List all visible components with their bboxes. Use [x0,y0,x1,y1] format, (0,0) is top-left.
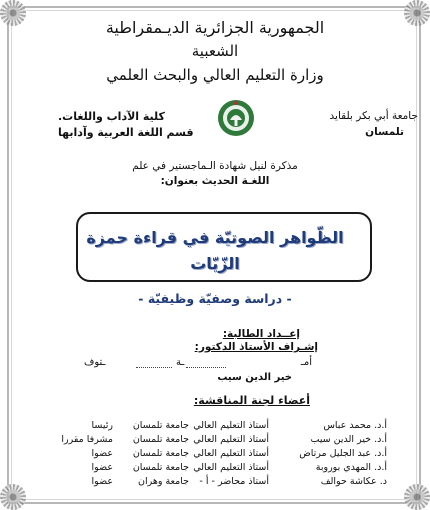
jury-university: جامعة تلمسان [132,420,189,431]
student-name-mid: ـة [176,357,185,368]
republic-name: الجمهورية الجزائرية الديـمقراطية [105,18,325,37]
supervisor-label: إشـراف الأستاذ الدكتور: [194,341,318,353]
jury-university: جامعة وهران [137,476,189,487]
thesis-title: الظّواهر الصوتيّة في قراءة حمزة [86,228,344,247]
jury-row [52,434,387,448]
jury-row [52,420,387,434]
thesis-subtitle: - دراسة وصفيّة وظيفيّة - [138,291,292,306]
specialty-line: اللغـة الحديث بعنوان: [160,175,270,187]
jury-role: عضوا [91,448,113,459]
university-emblem-icon [216,98,256,138]
jury-university: جامعة تلمسان [132,434,189,445]
jury-name: أ.د. محمد عباس [323,420,387,431]
jury-rank: أستاذ التعليم العالي [193,462,269,473]
corner-ornament-icon [0,484,26,510]
jury-row [52,448,387,462]
student-label: إعــداد الطالبة: [222,328,300,340]
university-name: جامعة أبي بكر بلقايد [329,110,418,122]
jury-name: أ.د. خير الدين سيب [310,434,387,445]
jury-rank: أستاذ التعليم العالي [193,434,269,445]
jury-role: عضوا [91,476,113,487]
supervisor-name: خير الدين سيب [217,372,292,383]
jury-role: رئيسا [91,420,113,431]
thesis-title-cont: الزّيّات [190,254,240,273]
name-dots [136,357,172,368]
jury-row [52,476,387,490]
jury-university: جامعة تلمسان [132,462,189,473]
jury-name: د. عكاشة حوالف [320,476,387,487]
republic-name-cont: الشعبية [191,42,239,60]
jury-role: عضوا [91,462,113,473]
name-dots [186,357,226,368]
student-name-start: أمـ [300,357,312,368]
corner-ornament-icon [404,484,430,510]
university-city: تلمسان [365,126,404,138]
jury-row [52,462,387,476]
jury-university: جامعة تلمسان [132,448,189,459]
department-name: قسم اللغة العربية وآدابها [58,126,194,139]
memo-line: مذكرة لنيل شهادة الـماجستير في علم [132,160,298,172]
student-name-end: ـتوف [84,357,106,368]
jury-rank: أستاذ التعليم العالي [193,420,269,431]
ministry-name: وزارة التعليم العالي والبحث العلمي [106,66,324,84]
jury-name: أ.د. عبد الجليل مرتاض [299,448,387,459]
jury-name: أ.د. المهدي بوروبة [315,462,387,473]
jury-rank: أستاذ التعليم العالي [193,448,269,459]
jury-rank: أستاذ محاضر - أ - [199,476,269,487]
faculty-name: كلية الآداب واللغات. [58,110,165,123]
jury-title: أعضاء لجنة المناقشة: [193,394,310,407]
jury-role: مشرفا مقررا [61,434,113,445]
